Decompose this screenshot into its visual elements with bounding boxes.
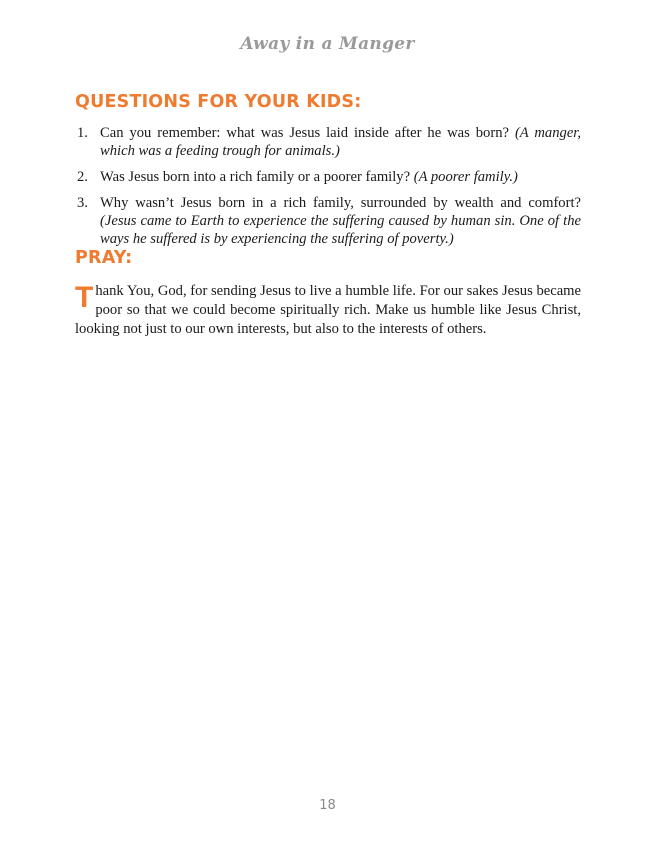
answer-text: (Jesus came to Earth to experience the suffering caused by human sin. One of the ways he suffered is by experiencing the suffering of poverty.)	[100, 213, 581, 247]
drop-cap: T	[75, 281, 94, 314]
question-item-1	[75, 124, 581, 160]
question-item-3	[75, 194, 581, 248]
question-text: Was Jesus born into a rich family or a poorer family?	[100, 169, 414, 185]
question-item-2	[75, 168, 581, 186]
prayer-paragraph	[75, 282, 581, 339]
question-text: Why wasn’t Jesus born in a rich family, surrounded by wealth and comfort?	[100, 195, 581, 211]
running-header: Away in a Manger	[240, 34, 415, 54]
question-number: 1.	[77, 125, 88, 141]
question-list	[75, 124, 581, 256]
questions-heading: QUESTIONS FOR YOUR KIDS:	[75, 92, 362, 112]
question-number: 3.	[77, 195, 88, 211]
page-number: 18	[319, 798, 336, 813]
question-number: 2.	[77, 169, 88, 185]
pray-heading: PRAY:	[75, 248, 133, 268]
answer-text: (A poorer family.)	[413, 169, 518, 185]
prayer-text: hank You, God, for sending Jesus to live a humble life. For our sakes Jesus became poor so that we could become spiritually rich. Make us humble like Jesus Christ, looking not just to our own interests, but also to the interests of others.	[75, 283, 581, 337]
answer-text: (A manger, which was a feeding trough for animals.)	[100, 125, 582, 159]
question-text: Can you remember: what was Jesus laid inside after he was born?	[100, 125, 515, 141]
